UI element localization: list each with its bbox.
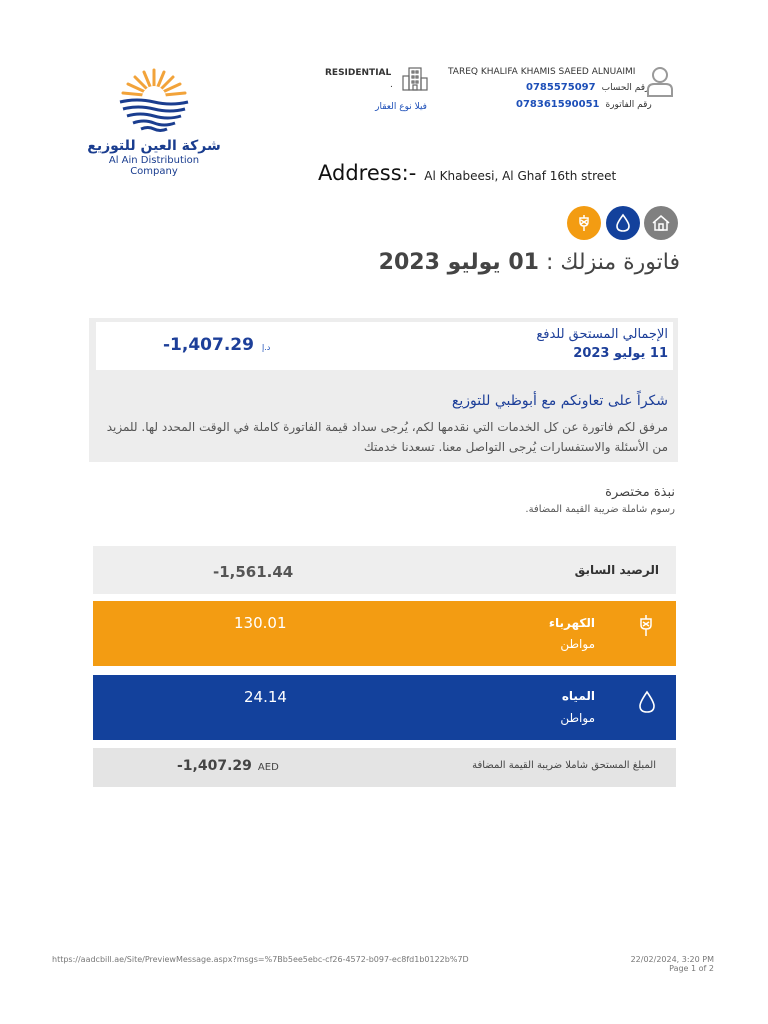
account-number-row — [526, 82, 649, 93]
electricity-amount: 130.01 — [234, 614, 287, 632]
bill-title — [379, 250, 680, 275]
electricity-row — [93, 601, 676, 666]
customer-name: TAREQ KHALIFA KHAMIS SAEED ALNUAIMI — [448, 67, 636, 77]
company-name-ar: شركة العين للتوزيع — [87, 138, 221, 154]
total-row-amount-group — [177, 758, 279, 774]
company-logo — [84, 66, 224, 177]
total-row-currency: AED — [257, 762, 279, 773]
address-label: Address:- — [318, 161, 417, 185]
thanks-body: مرفق لكم فاتورة عن كل الخدمات التي نقدمها لكم، يُرجى سداد قيمة الفاتورة كاملة في الوقت المحدد لها. للمزيد من الأسئلة والاستفسارات يُرجى التواصل معنا. تسعدنا خدمتك — [106, 420, 668, 454]
sun-waves-logo-icon — [112, 66, 196, 136]
home-service-icon — [644, 206, 678, 240]
water-row — [93, 675, 676, 740]
building-icon — [401, 66, 429, 96]
previous-balance-amount: -1,561.44 — [213, 563, 294, 581]
total-row-label: المبلغ المستحق شاملا ضريبة القيمة المضافة — [472, 760, 656, 771]
summary-subtitle: رسوم شاملة ضريبة القيمة المضافة. — [525, 504, 675, 515]
bill-number-row — [516, 99, 652, 110]
account-number: 0785575097 — [526, 82, 596, 93]
summary-title: نبذة مختصرة — [605, 485, 675, 500]
water-drop-icon — [638, 690, 656, 718]
electricity-tariff: مواطن — [560, 637, 595, 651]
address-value: Al Khabeesi, Al Ghaf 16th street — [424, 169, 617, 183]
footer-meta — [631, 955, 714, 973]
total-row-amount: -1,407.29 — [177, 758, 252, 774]
bill-number-label: رقم الفاتورة — [605, 99, 652, 110]
water-service-icon — [606, 206, 640, 240]
bill-title-prefix: فاتورة منزلك : — [545, 250, 680, 275]
total-due-amount: -1,407.29 — [163, 335, 254, 355]
company-name-en: Al Ain Distribution Company — [108, 155, 200, 177]
electricity-icon — [636, 614, 656, 642]
previous-balance-label: الرصيد السابق — [574, 563, 659, 577]
electricity-service-icon — [567, 206, 601, 240]
property-type-dot: . — [390, 80, 393, 90]
footer-page-number: Page 1 of 2 — [669, 964, 714, 973]
property-type-label: فيلا نوع العقار — [375, 102, 427, 112]
footer-datetime: 22/02/2024, 3:20 PM — [630, 955, 714, 964]
bill-title-date: 01 يوليو 2023 — [378, 250, 539, 275]
electricity-label: الكهرباء — [548, 616, 595, 630]
total-due-currency: د.إ — [261, 343, 271, 352]
user-icon — [645, 64, 675, 102]
water-amount: 24.14 — [244, 688, 287, 706]
total-due-amount-group — [163, 335, 270, 355]
thanks-title: شكراً على تعاونكم مع أبوظبي للتوزيع — [451, 393, 668, 409]
total-due-label: الإجمالي المستحق للدفع — [536, 327, 668, 342]
footer-url: https://aadcbill.ae/Site/PreviewMessage.aspx?msgs=%7Bb5ee5ebc-cf26-4572-b097-ec8fd1b0122b%7D — [52, 955, 469, 964]
account-number-label: رقم الحساب — [601, 82, 650, 93]
total-due-date: 11 يوليو 2023 — [573, 346, 668, 361]
water-tariff: مواطن — [560, 711, 595, 725]
address — [318, 161, 616, 185]
water-label: المياه — [561, 689, 595, 703]
property-type: RESIDENTIAL — [325, 68, 392, 78]
bill-number: 078361590051 — [516, 99, 600, 110]
